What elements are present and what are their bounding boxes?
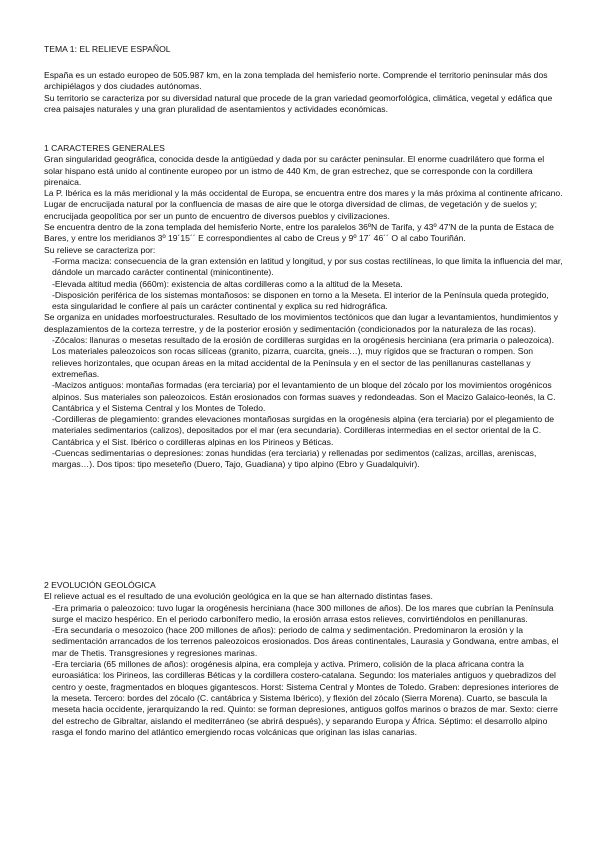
list-item: -Cuencas sedimentarias o depresiones: zonas hundidas (era terciaria) y rellenadas por sedimentos (calizas, arcillas, areniscas, margas…). Dos tipos: tipo meseteño (Duero, Tajo, Guadiana) y tipo alpino (Ebro y Guadalquivir). [52,448,537,470]
list-item: -Era primaria o paleozoico: tuvo lugar la orogénesis herciniana (hace 300 millones de años). De los mares que cubrían la Península surge el macizo hespérico. En el periodo carbonífero medio, la erosión arrasa estos relieves, convirtiéndolos en penillanuras. [52,602,554,624]
intro-paragraph: España es un estado europeo de 505.987 km, en la zona templada del hemisferio norte. Comprende el territorio peninsular más dos archipiélagos y dos ciudades autónomas. [44,70,548,92]
list-item: -Zócalos: llanuras o mesetas resultado de la erosión de cordilleras surgidas en la orogénesis herciniana (era primaria o paleozoica). Los materiales paleozoicos son rocas silíceas (granito, pizarra, cuarcita, gneis…), muy rígidos que se fracturan o rompen. Son relieves horizontales, que ocupan áreas en la mitad accidental de la Península y en el sector de las penillanuras castellanas y extremeñas. [52,335,555,379]
list-item: -Cordilleras de plegamiento: grandes elevaciones montañosas surgidas en la orogénesis alpina (era terciaria) por el plegamiento de materiales sedimentarios (calizos), depositados por el mar (era secundaria). Cordilleras intermedias en el sector oriental de la C. Cantábrica y el Sist. Ibérico o cordilleras alpinas en los Pirineos y Béticas. [52,414,555,447]
body-paragraph: El relieve actual es el resultado de una evolución geológica en la que se han alternado distintas fases. [44,591,433,602]
section-caracteres-generales [44,143,564,471]
list-item: -Elevada altitud media (660m): existencia de altas cordilleras como a la altitud de la Meseta. [52,278,403,289]
body-paragraph: Se encuentra dentro de la zona templada del hemisferio Norte, entre los paralelos 36ºN de Tarifa, y 43º 47'N de la punta de Estaca de Bares, y entre los meridianos 3º 19´15´´ E correspondientes al cabo de Creus y 9º 17´ 46´´ O al cabo Touriñán. [44,222,554,244]
list-item: -Disposición periférica de los sistemas montañosos: se disponen en torno a la Meseta. El interior de la Península queda protegido, esta singularidad le confiere al país un carácter continental y explica su red hidrográfica. [52,289,549,312]
section-title: 2 EVOLUCIÓN GEOLÓGICA [44,580,156,590]
page-title: TEMA 1: EL RELIEVE ESPAÑOL [44,44,171,54]
list-item: -Forma maciza: consecuencia de la gran extensión en latitud y longitud, y por sus costas rectilíneas, lo que limita la influencia del mar, dándole un marcado carácter continental (minicontinente). [52,255,563,278]
list-item: -Era terciaria (65 millones de años): orogénesis alpina, era compleja y activa. Primero, colisión de la placa africana contra la euroasiática: los Pirineos, las cordilleras Béticas y la cordillera costero-catalana. Segundo: los materiales antiguos y quebradizos del centro y oeste, fragmentados en bloques gigantescos. Horst: Sistema Central y Montes de Toledo. Graben: depresiones interiores de la meseta. Tercero: bordes del zócalo (C. cantábrica y Sistema Ibérico), y flexión del zócalo (Sierra Morena). Cuarto, se bascula la meseta hacia occidente, jerarquizando la red. Quinto: se forman depresiones, antiguos golfos marinos o brazos de mar. Sexto: cierre del estrecho de Gibraltar, aislando el mediterráneo (se abrirá después), y separando Europa y África. Séptimo: el desarrollo alpino rasga el fondo marino del atlántico emergiendo rocas volcánicas que originan las islas canarias. [52,659,559,737]
intro-section [44,70,564,115]
body-paragraph: Gran singularidad geográfica, conocida desde la antigüedad y dada por su carácter peninsular. El enorme cuadrilátero que forma el solar hispano está unido al continente europeo por un istmo de 440 Km, de gran estrechez, que se corresponde con la cordillera pirenaica. [44,154,545,187]
body-paragraph: La P. Ibérica es la más meridional y la más occidental de Europa, se encuentra entre dos mares y la más próxima al continente africano. Lugar de encrucijada natural por la confluencia de masas de aire que le otorga diversidad de climas, de vegetación y de suelos y; encrucijada geopolítica por ser un punto de encuentro de diversos pueblos y civilizaciones. [44,188,563,221]
list-item: -Macizos antiguos: montañas formadas (era terciaria) por el levantamiento de un bloque del zócalo por los movimientos orogénicos alpinos. Sus materiales son paleozoicos. Están erosionados con formas suaves y redondeadas. Son el Macizo Galaico-leonés, la C. Cantábrica y el Sistema Central y los Montes de Toledo. [52,380,556,413]
body-paragraph: Su relieve se caracteriza por: [44,244,156,255]
list-item: -Era secundaria o mesozoico (hace 200 millones de años): periodo de calma y sedimentación. Predominaron la erosión y la sedimentación arrancados de los terrenos paleozoicos erosionados. Dos áreas continentales, Laurasia y Gondwana, entre ambas, el mar de Thetis. Transgresiones y regresiones marinas. [52,625,559,658]
section-title: 1 CARACTERES GENERALES [44,143,165,153]
intro-paragraph: Su territorio se caracteriza por su diversidad natural que procede de la gran variedad geomorfológica, climática, vegetal y edáfica que crea paisajes naturales y una gran pluralidad de asentamientos y actividades económicas. [44,92,553,114]
section-evolucion-geologica [44,580,564,738]
body-paragraph: Se organiza en unidades morfoestructurales. Resultado de los movimientos tectónicos que dan lugar a levantamientos, hundimientos y desplazamientos de la corteza terrestre, y de la posterior erosión y sedimentación (condicionados por la naturaleza de las rocas). [44,312,559,334]
